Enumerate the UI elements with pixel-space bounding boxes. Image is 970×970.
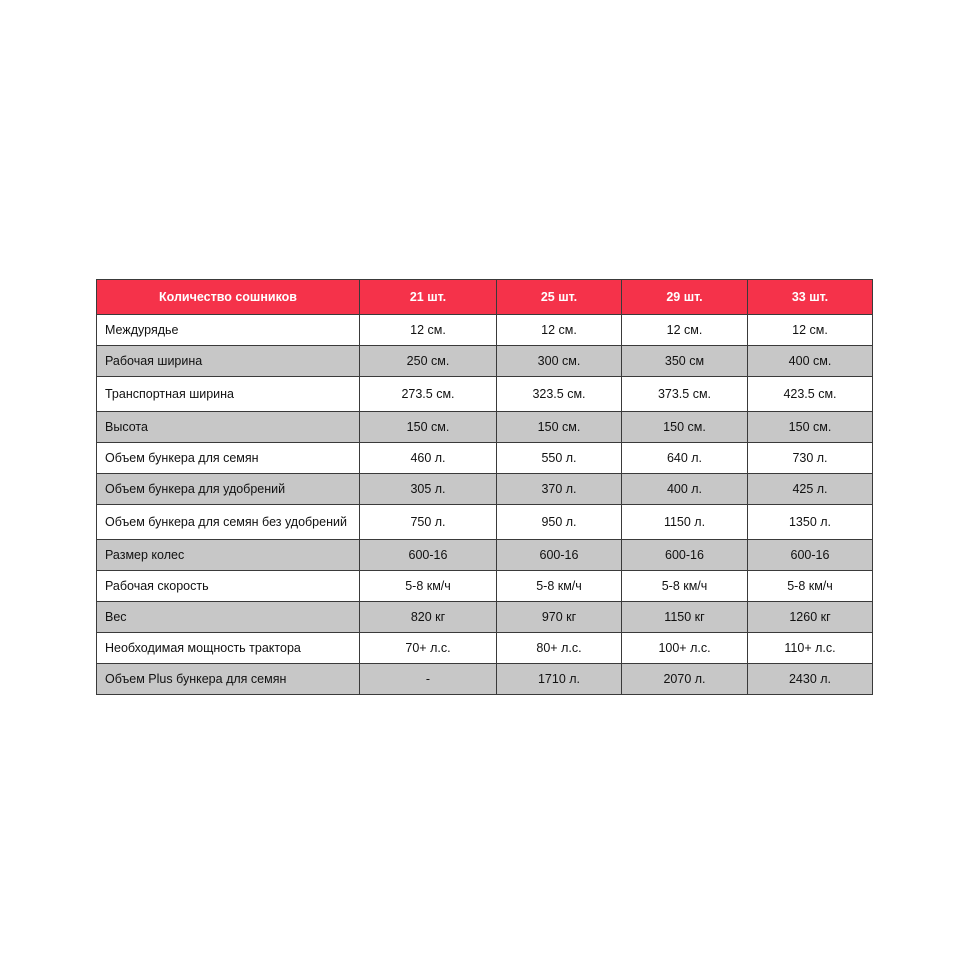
table-cell: 150 см.: [497, 412, 622, 443]
table-cell: 110+ л.с.: [748, 633, 873, 664]
table-cell: 550 л.: [497, 443, 622, 474]
table-cell: 150 см.: [622, 412, 748, 443]
table-cell: 12 см.: [360, 315, 497, 346]
row-label: Высота: [97, 412, 360, 443]
row-label: Необходимая мощность трактора: [97, 633, 360, 664]
header-cell-33: 33 шт.: [748, 280, 873, 315]
table-cell: 5-8 км/ч: [497, 571, 622, 602]
table-row: [97, 602, 873, 633]
table-row: [97, 505, 873, 540]
table-cell: 730 л.: [748, 443, 873, 474]
table-row: [97, 664, 873, 695]
table-row: [97, 474, 873, 505]
row-label: Объем Plus бункера для семян: [97, 664, 360, 695]
table-cell: 1150 л.: [622, 505, 748, 540]
table-cell: 250 см.: [360, 346, 497, 377]
table-cell: 323.5 см.: [497, 377, 622, 412]
header-cell-25: 25 шт.: [497, 280, 622, 315]
row-label: Объем бункера для семян без удобрений: [97, 505, 360, 540]
table-cell: 400 см.: [748, 346, 873, 377]
row-label: Рабочая скорость: [97, 571, 360, 602]
table-cell: 425 л.: [748, 474, 873, 505]
table-cell: 600-16: [360, 540, 497, 571]
spec-table-container: [96, 279, 872, 695]
table-row: [97, 315, 873, 346]
spec-table: [96, 279, 873, 695]
table-cell: 820 кг: [360, 602, 497, 633]
table-cell: 12 см.: [497, 315, 622, 346]
table-cell: 1710 л.: [497, 664, 622, 695]
table-cell: 640 л.: [622, 443, 748, 474]
table-cell: 12 см.: [748, 315, 873, 346]
table-cell: 400 л.: [622, 474, 748, 505]
table-cell: 373.5 см.: [622, 377, 748, 412]
table-cell: 423.5 см.: [748, 377, 873, 412]
table-cell: 600-16: [622, 540, 748, 571]
row-label: Объем бункера для удобрений: [97, 474, 360, 505]
table-cell: 5-8 км/ч: [622, 571, 748, 602]
header-cell-21: 21 шт.: [360, 280, 497, 315]
table-cell: 1150 кг: [622, 602, 748, 633]
table-cell: 1260 кг: [748, 602, 873, 633]
table-cell: 970 кг: [497, 602, 622, 633]
table-cell: 460 л.: [360, 443, 497, 474]
table-cell: 750 л.: [360, 505, 497, 540]
table-row: [97, 633, 873, 664]
table-cell: 80+ л.с.: [497, 633, 622, 664]
table-cell: 5-8 км/ч: [360, 571, 497, 602]
table-cell: 2430 л.: [748, 664, 873, 695]
row-label: Размер колес: [97, 540, 360, 571]
table-row: [97, 412, 873, 443]
table-cell: 305 л.: [360, 474, 497, 505]
table-cell: 150 см.: [748, 412, 873, 443]
table-cell: 950 л.: [497, 505, 622, 540]
table-cell: 600-16: [497, 540, 622, 571]
table-cell: -: [360, 664, 497, 695]
table-row: [97, 571, 873, 602]
row-label: Объем бункера для семян: [97, 443, 360, 474]
table-cell: 70+ л.с.: [360, 633, 497, 664]
table-cell: 2070 л.: [622, 664, 748, 695]
table-cell: 1350 л.: [748, 505, 873, 540]
row-label: Рабочая ширина: [97, 346, 360, 377]
table-cell: 370 л.: [497, 474, 622, 505]
row-label: Междурядье: [97, 315, 360, 346]
table-row: [97, 377, 873, 412]
row-label: Транспортная ширина: [97, 377, 360, 412]
row-label: Вес: [97, 602, 360, 633]
table-cell: 600-16: [748, 540, 873, 571]
table-row: [97, 346, 873, 377]
table-cell: 300 см.: [497, 346, 622, 377]
table-cell: 350 см: [622, 346, 748, 377]
table-row: [97, 443, 873, 474]
table-header-row: [97, 280, 873, 315]
header-cell-coulter-count: Количество сошников: [97, 280, 360, 315]
table-cell: 273.5 см.: [360, 377, 497, 412]
table-cell: 12 см.: [622, 315, 748, 346]
table-cell: 100+ л.с.: [622, 633, 748, 664]
table-row: [97, 540, 873, 571]
table-cell: 150 см.: [360, 412, 497, 443]
header-cell-29: 29 шт.: [622, 280, 748, 315]
table-cell: 5-8 км/ч: [748, 571, 873, 602]
